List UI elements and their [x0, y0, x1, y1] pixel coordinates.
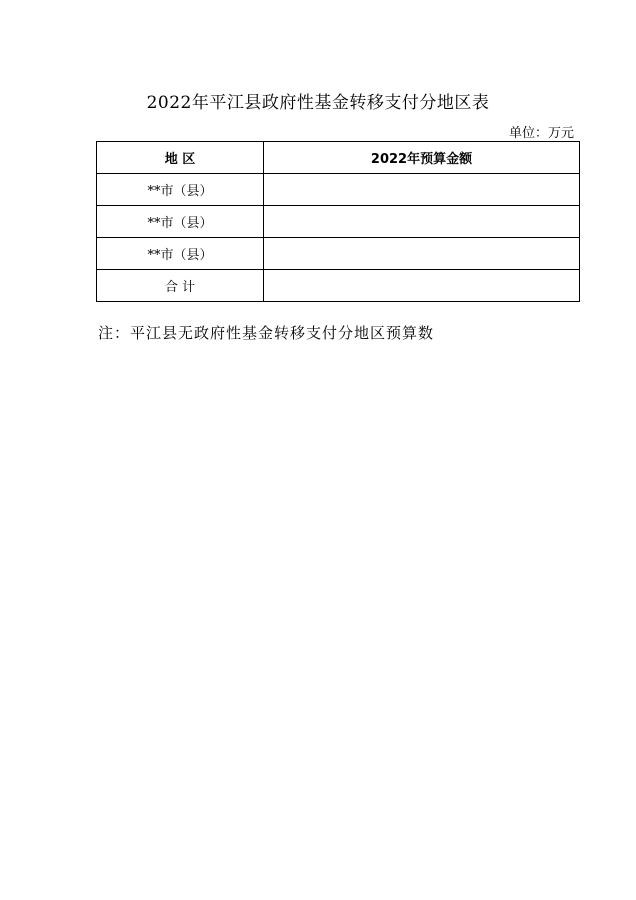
table-row [97, 238, 580, 270]
region-cell: **市（县） [97, 238, 264, 270]
amount-cell [264, 174, 580, 206]
header-region: 地 区 [97, 142, 264, 174]
table-header-row [97, 142, 580, 174]
unit-label: 单位：万元 [508, 126, 574, 141]
total-row [97, 270, 580, 302]
amount-cell [264, 238, 580, 270]
header-budget-amount: 2022年预算金额 [264, 142, 580, 174]
total-label-cell: 合 计 [97, 270, 264, 302]
table-row [97, 174, 580, 206]
region-cell: **市（县） [97, 206, 264, 238]
amount-cell [264, 206, 580, 238]
footnote: 注：平江县无政府性基金转移支付分地区预算数 [98, 324, 435, 342]
region-cell: **市（县） [97, 174, 264, 206]
table-row [97, 206, 580, 238]
transfer-payment-table [96, 141, 580, 302]
total-amount-cell [264, 270, 580, 302]
document-title: 2022年平江县政府性基金转移支付分地区表 [146, 93, 490, 113]
